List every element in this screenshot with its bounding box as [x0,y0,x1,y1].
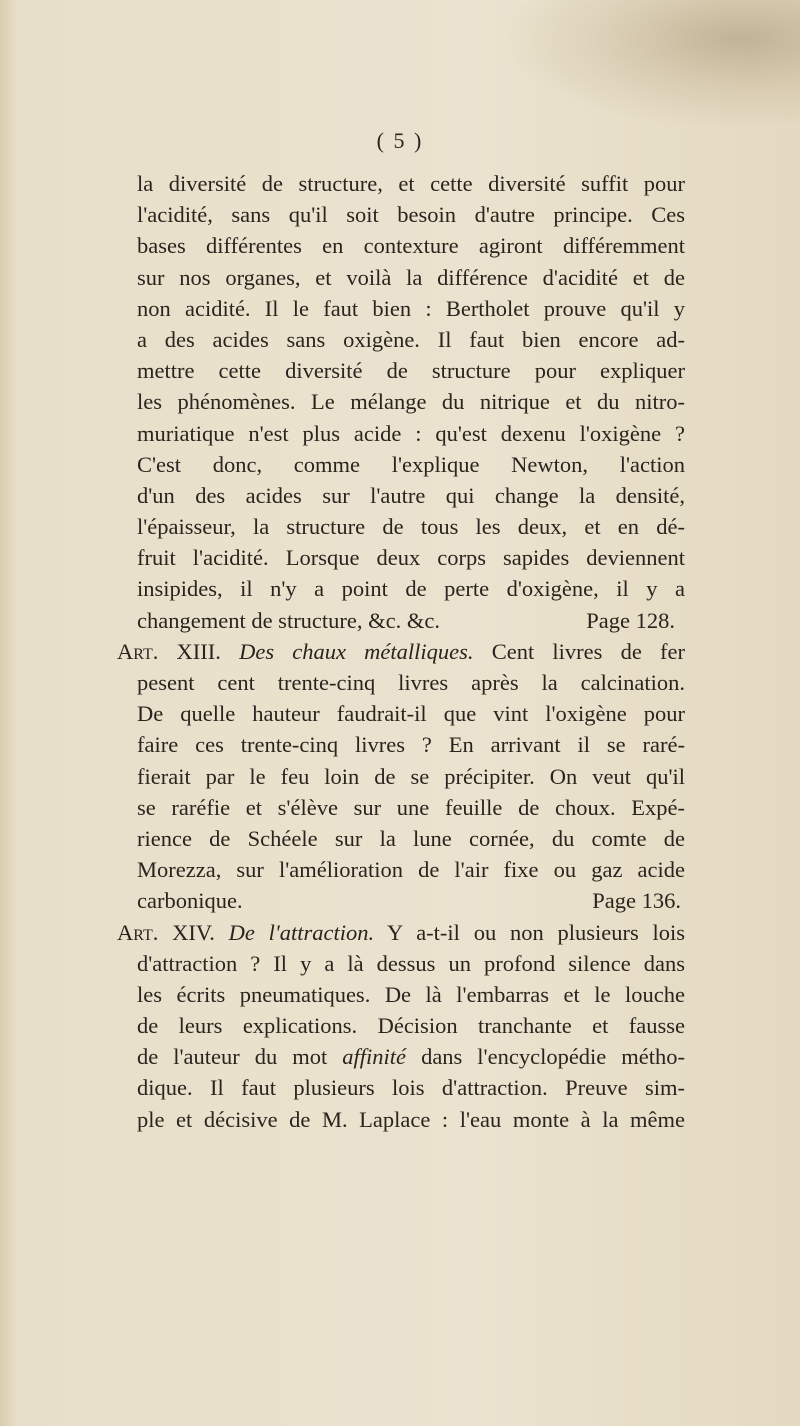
text-line: rience de Schéele sur la lune cornée, du comte de [137,825,685,851]
text-line: muriatique n'est plus acide : qu'est dexenu l'oxigène ? [137,420,685,446]
text-line-content: carbonique. [137,888,243,914]
text-line: de leurs explications. Décision tranchante et fausse [137,1013,685,1039]
text-line: pesent cent trente-cinq livres après la calcination. [137,670,685,695]
page-reference: Page 136. [592,888,681,914]
text-line-content: changement de structure, &c. &c. [137,607,441,633]
text-line: d'un des acides sur l'autre qui change la densité, [137,482,685,508]
article-13-heading [117,636,685,667]
text-line-with-italic [137,1041,685,1072]
text-line: la diversité de structure, et cette diversité suffit pour [137,171,685,196]
text-line: C'est donc, comme l'explique Newton, l'action [137,451,685,477]
article-14-heading [117,917,685,948]
article-label: Art. XIII. [117,638,221,664]
text-fragment: de l'auteur du mot [137,1044,328,1070]
text-line: mettre cette diversité de structure pour expliquer [137,358,685,384]
text-line: l'épaisseur, la structure de tous les deux, et en dé- [137,514,685,540]
paper-stain [500,0,800,130]
article-title: De l'attraction. [228,919,375,945]
text-line: fierait par le feu loin de se précipiter. On veut qu'il [137,763,685,789]
text-line: les phénomènes. Le mélange du nitrique et du nitro- [137,389,685,415]
italic-term: affinité [342,1044,407,1070]
text-line: Morezza, sur l'amélioration de l'air fixe ou gaz acide [137,857,685,883]
text-line: se raréfie et s'élève sur une feuille de choux. Expé- [137,794,685,820]
text-line: fruit l'acidité. Lorsque deux corps sapides deviennent [137,545,685,571]
text-line: les écrits pneumatiques. De là l'embarras et le louche [137,981,685,1007]
article-heading-rest: Y a-t-il ou non plusieurs lois [387,919,686,945]
text-line: a des acides sans oxigène. Il faut bien encore ad- [137,326,685,352]
body-text [117,168,686,1135]
text-line: insipides, il n'y a point de perte d'oxigène, il y a [137,576,685,602]
text-line: bases différentes en contexture agiront différemment [137,233,685,259]
text-line-with-page-ref [137,605,685,636]
page-number: ( 5 ) [376,128,424,153]
text-line: De quelle hauteur faudrait-il que vint l'oxigène pour [137,701,685,727]
text-line: ple et décisive de M. Laplace : l'eau monte à la même [137,1106,685,1132]
text-line: d'attraction ? Il y a là dessus un profond silence dans [137,950,685,976]
page-reference: Page 128. [586,607,675,633]
text-line: non acidité. Il le faut bien : Bertholet prouve qu'il y [137,295,685,321]
text-fragment: dans l'encyclopédie métho- [421,1044,686,1070]
article-title: Des chaux métalliques. [239,638,474,664]
text-line-with-page-ref [137,885,685,916]
text-line: dique. Il faut plusieurs lois d'attraction. Preuve sim- [137,1075,685,1101]
text-line: faire ces trente-cinq livres ? En arrivant il se raré- [137,732,685,758]
article-heading-rest: Cent livres de fer [491,638,685,664]
text-line: l'acidité, sans qu'il soit besoin d'autre principe. Ces [137,202,685,228]
text-line: sur nos organes, et voilà la différence d'acidité et de [137,264,685,290]
article-label: Art. XIV. [117,919,215,945]
